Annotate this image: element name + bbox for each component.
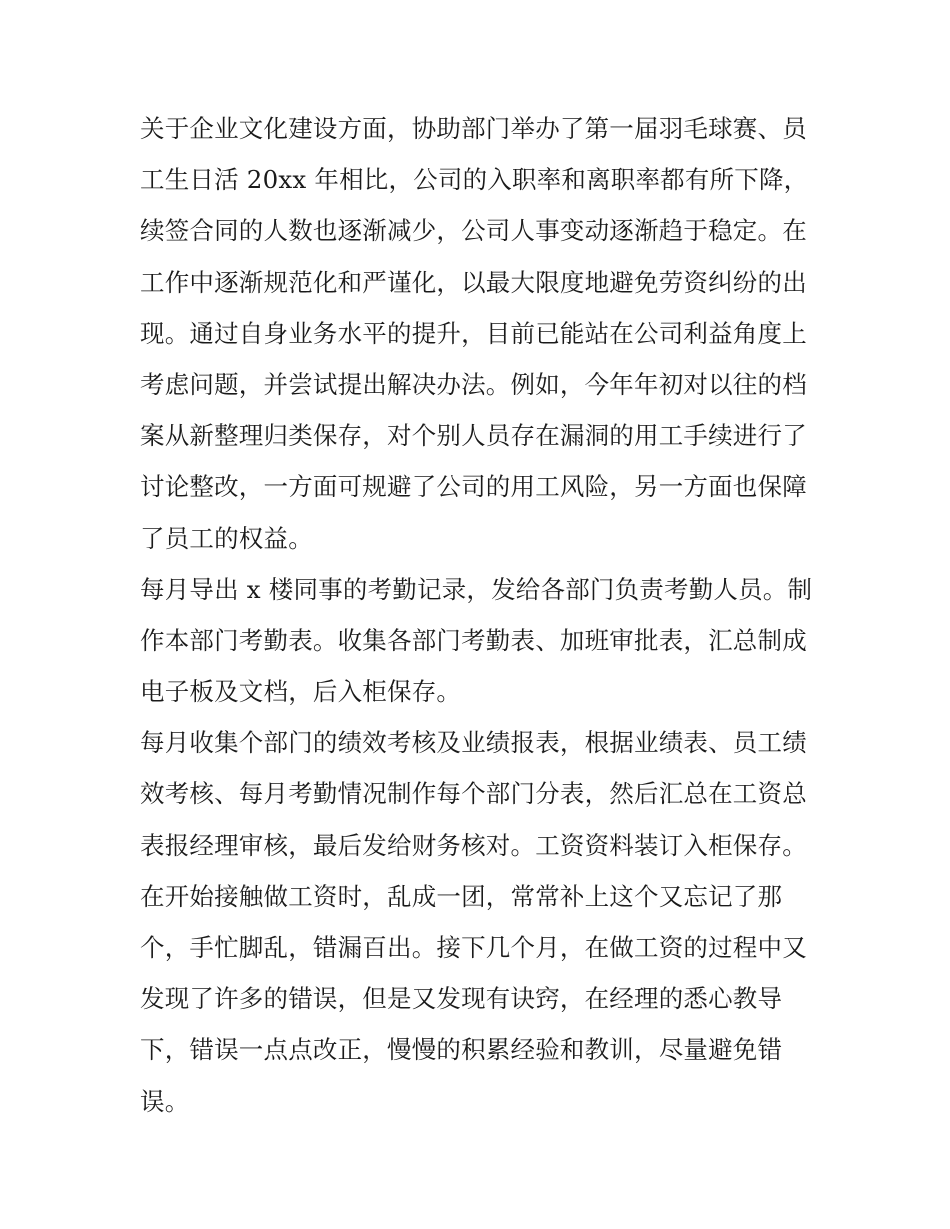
text-line: 发现了许多的错误，但是又发现有诀窍，在经理的悉心教导	[140, 984, 783, 1014]
text-line: 个，手忙脚乱，错漏百出。接下几个月，在做工资的过程中又	[140, 933, 807, 962]
text-line: 效考核、每月考勤情况制作每个部门分表，然后汇总在工资总	[140, 779, 807, 809]
text-line: 了员工的权益。	[140, 523, 313, 553]
text-line: 每月导出 x 楼同事的考勤记录，发给各部门负责考勤人员。制	[140, 574, 813, 604]
text-line: 作本部门考勤表。收集各部门考勤表、加班审批表，汇总制成	[140, 625, 807, 655]
text-line: 表报经理审核，最后发给财务核对。工资资料装订入柜保存。	[140, 830, 807, 860]
text-line: 讨论整改，一方面可规避了公司的用工风险，另一方面也保障	[140, 472, 807, 502]
text-line: 现。通过自身业务水平的提升，目前已能站在公司利益角度上	[140, 318, 807, 348]
text-line: 考虑问题，并尝试提出解决办法。例如，今年年初对以往的档	[140, 369, 807, 399]
paragraph-culture-building	[140, 103, 820, 564]
text-line: 关于企业文化建设方面，协助部门举办了第一届羽毛球赛、员	[140, 114, 807, 143]
paragraph-performance	[140, 717, 820, 871]
text-line: 工作中逐渐规范化和严谨化，以最大限度地避免劳资纠纷的出	[140, 267, 807, 297]
text-line: 工生日活 20xx 年相比，公司的入职率和离职率都有所下降，	[140, 165, 809, 195]
text-line: 电子板及文档，后入柜保存。	[140, 677, 462, 707]
text-line: 误。	[140, 1086, 190, 1116]
document-body	[140, 103, 820, 1127]
text-line: 在开始接触做工资时，乱成一团，常常补上这个又忘记了那	[140, 881, 783, 911]
text-line: 续签合同的人数也逐渐减少，公司人事变动逐渐趋于稳定。在	[140, 216, 807, 246]
paragraph-attendance	[140, 564, 820, 718]
text-line: 每月收集个部门的绩效考核及业绩报表，根据业绩表、员工绩	[140, 728, 807, 758]
text-line: 案从新整理归类保存，对个别人员存在漏洞的用工手续进行了	[140, 421, 807, 451]
paragraph-payroll	[140, 871, 820, 1127]
text-line: 下，错误一点点改正，慢慢的积累经验和教训，尽量避免错	[140, 1035, 783, 1065]
